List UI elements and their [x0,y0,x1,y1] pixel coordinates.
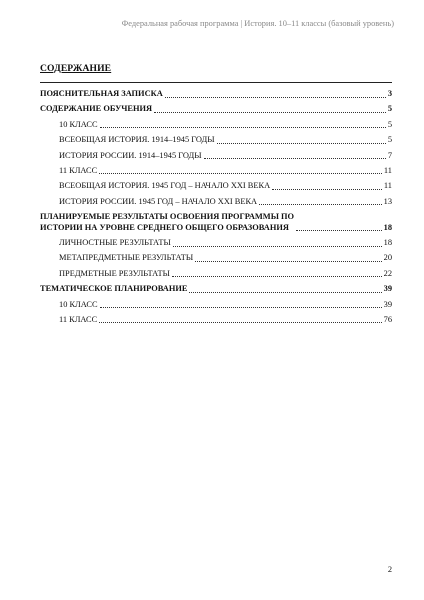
toc-entry-planning-grade-10[interactable] [40,300,392,311]
toc-leader-dots [272,189,382,190]
toc-entry-label: СОДЕРЖАНИЕ ОБУЧЕНИЯ [40,104,153,114]
toc-leader-dots [100,307,382,308]
toc-entry-planning-grade-11[interactable] [40,315,392,326]
toc-entry-page: 18 [383,238,392,248]
toc-leader-dots [217,143,386,144]
toc-entry-learning-content[interactable] [40,104,392,115]
toc-entry-label: ИСТОРИЯ РОССИИ. 1945 ГОД – НАЧАЛО XXI ВЕКА [59,196,258,206]
toc-entry-grade-10[interactable] [40,120,392,131]
toc-leader-dots [100,127,386,128]
toc-entry-page: 22 [383,268,392,278]
toc-entry-page: 5 [387,135,392,145]
toc-entry-page: 39 [383,284,392,294]
toc-entry-label: МЕТАПРЕДМЕТНЫЕ РЕЗУЛЬТАТЫ [59,253,194,263]
toc-entry-label: ПОЯСНИТЕЛЬНАЯ ЗАПИСКА [40,89,163,98]
running-header: Федеральная рабочая программа | История. 10–11 классы (базовый уровень) [121,19,394,28]
toc-entry-page: 5 [387,104,392,114]
toc-entry-label: 10 КЛАСС [59,119,98,129]
toc-entry-world-history-1914-1945[interactable] [40,135,392,146]
toc-entry-page: 3 [387,89,392,98]
toc-entry-page: 13 [383,196,392,206]
toc-entry-label: ТЕМАТИЧЕСКОЕ ПЛАНИРОВАНИЕ [40,284,188,294]
toc-entry-label: 11 КЛАСС [59,165,98,175]
toc-entry-page: 76 [383,314,392,324]
toc-entry-personal-results[interactable] [40,238,392,249]
toc-entry-metasubject-results[interactable] [40,253,392,264]
toc-leader-dots [296,230,382,231]
toc-entry-label: ВСЕОБЩАЯ ИСТОРИЯ. 1945 ГОД – НАЧАЛО XXI ВЕКА [59,181,271,191]
toc-entry-russian-history-1945[interactable] [40,197,392,208]
page-number: 2 [387,565,392,574]
toc-entry-thematic-planning[interactable] [40,284,392,295]
toc-leader-dots [154,112,386,113]
toc-entry-label: ЛИЧНОСТНЫЕ РЕЗУЛЬТАТЫ [59,238,171,248]
toc-leader-dots [99,322,381,323]
toc-entry-page: 7 [387,150,392,160]
toc-leader-dots [165,97,386,98]
toc-entry-label: ИСТОРИЯ РОССИИ. 1914–1945 ГОДЫ [59,150,202,160]
toc-entry-page: 11 [383,165,392,175]
toc-entry-label: 10 КЛАСС [59,299,98,309]
toc-leader-dots [173,246,382,247]
toc-entry-label [40,212,294,233]
toc-entry-label-line-1: ПЛАНИРУЕМЫЕ РЕЗУЛЬТАТЫ ОСВОЕНИЯ ПРОГРАММЫ ПО [40,212,295,222]
toc-leader-dots [172,276,382,277]
title-divider [40,82,392,83]
toc-leader-dots [99,173,382,174]
toc-entry-page: 5 [387,119,392,129]
toc-entry-page: 20 [383,253,392,263]
toc-entry-label: ВСЕОБЩАЯ ИСТОРИЯ. 1914–1945 ГОДЫ [59,135,215,145]
toc-entry-page: 11 [383,181,392,191]
toc-leader-dots [259,204,382,205]
toc-entry-label: 11 КЛАСС [59,314,98,324]
toc-entry-russian-history-1914-1945[interactable] [40,151,392,162]
toc-entry-page: 39 [383,299,392,309]
toc-entry-subject-results[interactable] [40,269,392,280]
toc-leader-dots [195,261,381,262]
toc-leader-dots [189,292,381,293]
toc-entry-grade-11[interactable] [40,166,392,177]
table-of-contents [40,89,392,330]
toc-entry-world-history-1945[interactable] [40,181,392,192]
toc-entry-planned-results[interactable] [40,212,392,233]
toc-entry-label-line-2: ИСТОРИИ НА УРОВНЕ СРЕДНЕГО ОБЩЕГО ОБРАЗОВАНИЯ [40,222,289,232]
toc-entry-explanatory-note[interactable] [40,89,392,100]
page-title: СОДЕРЖАНИЕ [40,63,112,74]
toc-leader-dots [204,158,386,159]
toc-entry-label: ПРЕДМЕТНЫЕ РЕЗУЛЬТАТЫ [59,268,170,278]
toc-entry-page: 18 [383,222,392,232]
